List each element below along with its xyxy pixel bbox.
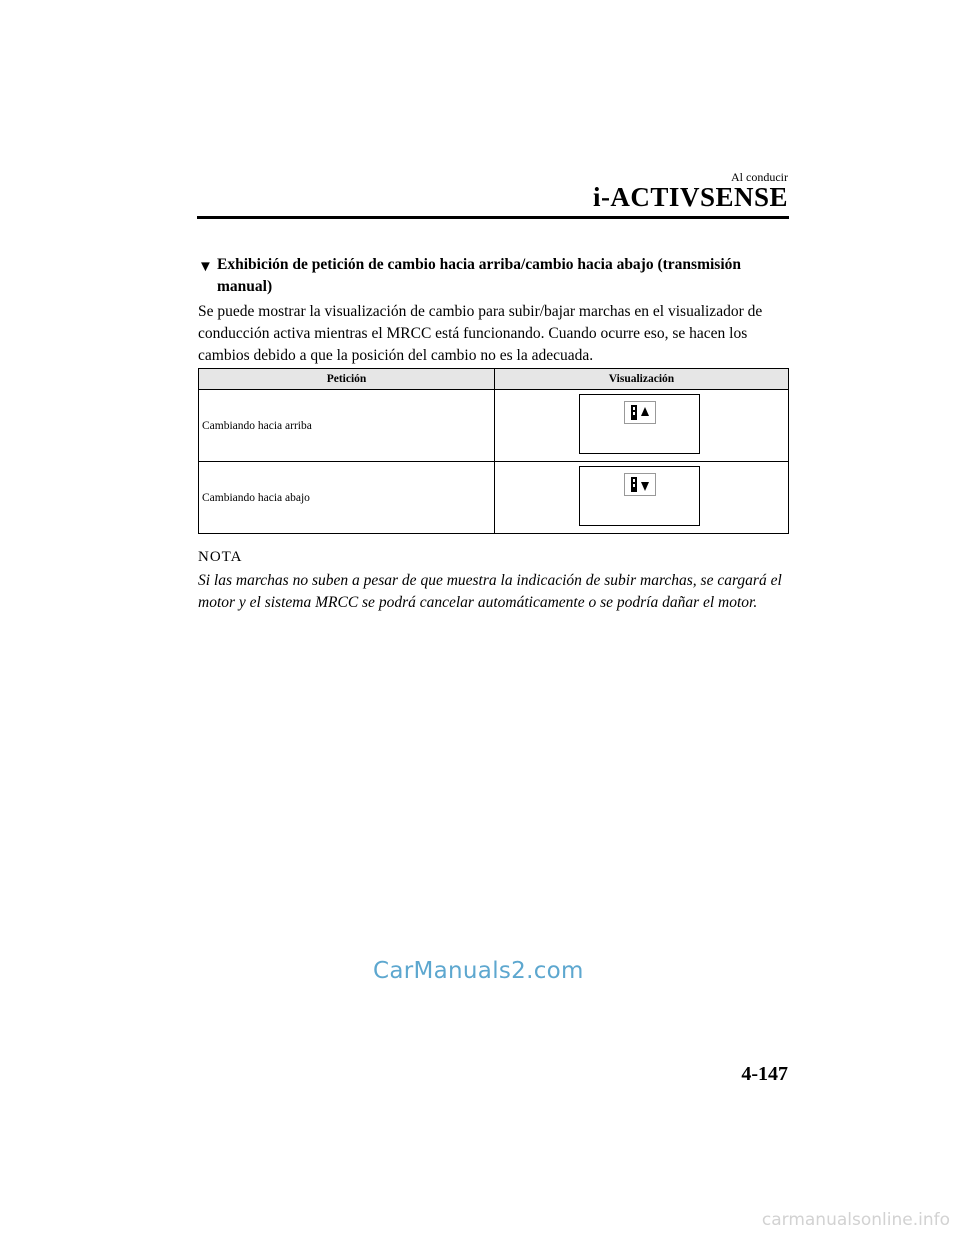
body-paragraph: Se puede mostrar la visualización de cambio para subir/bajar marchas en el visualizador de conducción activa mientras el MRCC está funcionando. Cuando ocurre eso, se hacen los cambios debido a que la posición del cambio no es la adecuada. — [198, 303, 763, 364]
display-screen — [579, 466, 700, 526]
gear-shift-up-icon — [624, 401, 656, 424]
table-row — [199, 390, 789, 462]
row-label-upshift: Cambiando hacia arriba — [199, 390, 495, 462]
section-heading-text: Exhibición de petición de cambio hacia arriba/cambio hacia abajo (transmisión manual) — [217, 256, 742, 295]
display-cell — [495, 390, 789, 462]
row-label-downshift: Cambiando hacia abajo — [199, 462, 495, 534]
page-number: 4-147 — [741, 1063, 788, 1085]
chapter-title: i-ACTIVSENSE — [592, 182, 788, 212]
triangle-bullet-icon: ▼ — [198, 259, 213, 275]
table-header-row — [199, 369, 789, 390]
note-text: Si las marchas no suben a pesar de que muestra la indicación de subir marchas, se cargará el motor y el sistema MRCC se podrá cancelar automáticamente o se podría dañar el motor. — [198, 572, 782, 611]
watermark-link[interactable]: CarManuals2.com — [373, 958, 584, 984]
note-label: NOTA — [198, 549, 243, 565]
display-cell — [495, 462, 789, 534]
column-header-display: Visualización — [495, 369, 789, 390]
footer-site-link[interactable]: carmanualsonline.info — [761, 1210, 950, 1230]
section-label: Al conducir — [731, 170, 788, 184]
section-heading — [198, 254, 788, 298]
header-divider — [197, 216, 789, 219]
gear-shift-down-icon — [624, 473, 656, 496]
shift-request-table — [198, 368, 789, 534]
column-header-request: Petición — [199, 369, 495, 390]
display-screen — [579, 394, 700, 454]
table-row — [199, 462, 789, 534]
